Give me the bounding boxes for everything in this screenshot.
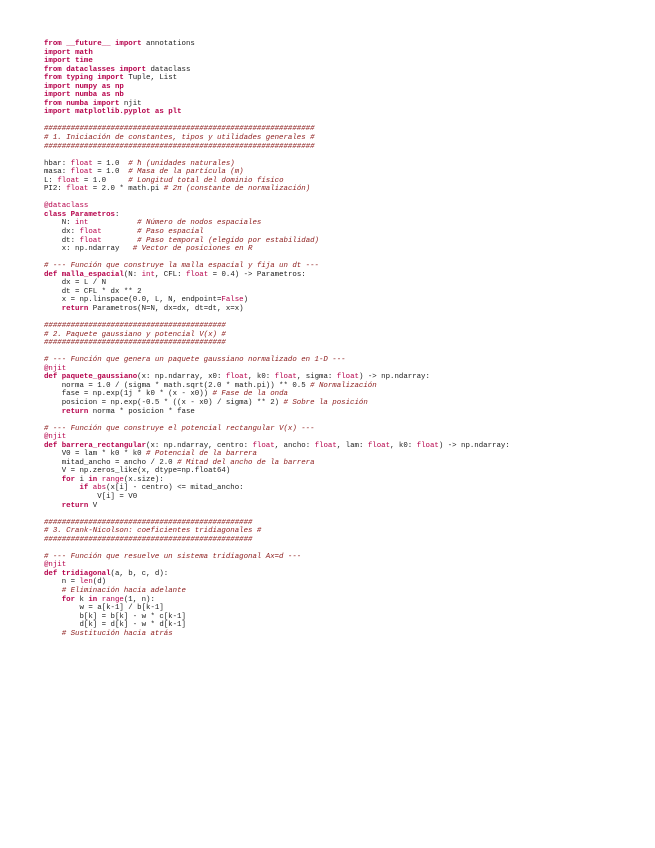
code-token: ######################################### <box>44 322 226 331</box>
code-token: , ancho: <box>274 441 315 450</box>
code-token: import <box>119 65 147 74</box>
code-line <box>44 305 510 314</box>
code-line <box>44 399 510 408</box>
code-token: posicion = np.exp(-0.5 * ((x - x0) / sigma) ** 2) <box>44 398 284 407</box>
code-token: float <box>367 441 391 450</box>
code-token: from <box>44 40 62 48</box>
code-token: # Vector de posiciones en R <box>132 245 253 254</box>
code-token: time <box>75 57 93 66</box>
code-token <box>102 237 137 245</box>
code-token: w = a[k-1] / b[k-1] <box>44 604 164 613</box>
code-token: float <box>79 228 102 237</box>
code-token: ) -> np.ndarray: <box>358 373 430 382</box>
code-token: ############################################################# <box>44 142 315 151</box>
code-line <box>44 502 510 511</box>
code-token: tridiagonal <box>61 569 111 578</box>
code-token: PI2: <box>44 185 67 194</box>
code-token: fase = np.exp(1j * k0 * (x - x0)) <box>44 390 213 399</box>
code-line <box>44 168 510 177</box>
code-token: (x[i] - centro) <= mitad_ancho: <box>106 484 244 493</box>
code-token: if <box>79 484 89 493</box>
code-line <box>44 237 510 246</box>
code-token: = 1.0 <box>92 168 129 177</box>
code-token: math <box>75 48 93 57</box>
code-token: range <box>101 475 124 484</box>
code-token: dt: <box>44 236 80 245</box>
code-token: as <box>101 91 111 100</box>
code-line <box>44 194 510 203</box>
code-token: float <box>252 441 275 450</box>
code-line <box>44 74 510 83</box>
code-line <box>44 365 510 374</box>
code-token: hbar: <box>44 159 71 168</box>
code-token: V = np.zeros_like(x, dtype=np.float64) <box>44 467 231 476</box>
code-token: from <box>44 74 62 83</box>
code-line <box>44 519 510 528</box>
code-token: import <box>44 108 71 117</box>
code-token: k <box>75 595 89 604</box>
code-line <box>44 40 510 49</box>
code-token: # Mitad del ancho de la barrera <box>177 458 315 467</box>
code-token: Parametros(N=N, dx=dx, dt=dt, x=x) <box>88 304 244 313</box>
code-line <box>44 536 510 545</box>
code-token: = 1.0 <box>79 176 129 185</box>
code-token: (N: <box>123 270 142 279</box>
code-token: # Eliminación hacia adelante <box>61 587 186 595</box>
code-token: : <box>114 210 120 219</box>
code-line <box>44 314 510 323</box>
code-token: ############################################### <box>44 518 253 527</box>
code-line <box>44 510 510 519</box>
code-token: return <box>61 304 89 313</box>
code-token: int <box>141 270 155 279</box>
code-token: return <box>61 501 89 510</box>
code-token: norma * posicion * fase <box>88 407 195 416</box>
code-token: , CFL: <box>154 270 186 279</box>
code-token: for <box>61 595 76 604</box>
code-token: len <box>79 578 93 587</box>
code-line <box>44 219 510 228</box>
code-line <box>44 613 510 622</box>
code-token: i <box>75 475 89 484</box>
code-listing <box>44 40 510 638</box>
code-token: barrera_rectangular <box>61 441 147 450</box>
code-token: (d) <box>92 578 107 587</box>
code-token: dt = CFL * dx ** 2 <box>44 287 142 296</box>
code-token: # 2π (constante de normalización) <box>163 185 311 194</box>
code-line <box>44 382 510 391</box>
code-token: False <box>221 296 244 305</box>
code-token: # --- Función que construye el potencial rectangular V(x) --- <box>44 424 315 433</box>
code-token: , lam: <box>336 441 368 450</box>
code-line <box>44 630 510 639</box>
code-token: in <box>88 475 98 484</box>
code-token <box>44 484 79 492</box>
code-token: @njit <box>44 561 67 570</box>
code-token: = 0.4) -> Parametros: <box>208 270 306 279</box>
code-token: ############################################### <box>44 535 253 544</box>
code-token: # Número de nodos espaciales <box>137 219 262 228</box>
code-token: malla_espacial <box>61 270 124 279</box>
code-line <box>44 348 510 357</box>
code-token: mitad_ancho = ancho / 2.0 <box>44 458 178 467</box>
code-token: d[k] = d[k] - w * d[k-1] <box>44 621 186 630</box>
code-token: dx: <box>44 228 80 237</box>
code-token <box>44 587 62 595</box>
code-line <box>44 544 510 553</box>
code-line <box>44 596 510 605</box>
code-line <box>44 331 510 340</box>
code-line <box>44 100 510 109</box>
code-token: def <box>44 441 58 450</box>
code-line <box>44 416 510 425</box>
code-token: float <box>57 176 80 185</box>
code-line <box>44 604 510 613</box>
code-token: float <box>70 159 93 168</box>
code-line <box>44 442 510 451</box>
code-token: # Longitud total del dominio físico <box>128 176 284 185</box>
code-line <box>44 57 510 66</box>
code-token: @njit <box>44 433 67 442</box>
code-token <box>44 476 62 484</box>
code-token: import <box>97 74 124 83</box>
code-token <box>102 228 137 236</box>
code-token: ) <box>243 296 249 305</box>
code-token: as <box>101 82 111 91</box>
code-token: float <box>66 185 89 194</box>
code-token: import <box>44 57 71 66</box>
code-token <box>44 408 62 416</box>
code-token: int <box>75 219 89 228</box>
code-token: # Sobre la posición <box>283 398 368 407</box>
code-token: numpy <box>75 82 98 91</box>
code-line <box>44 262 510 271</box>
code-token: # 3. Crank-Nicolson: coeficientes tridiagonales # <box>44 527 262 536</box>
code-token: (x: np.ndarray, centro: <box>146 441 253 450</box>
code-token: , k0: <box>390 441 417 450</box>
code-token: L: <box>44 176 58 185</box>
code-line <box>44 108 510 117</box>
code-line <box>44 356 510 365</box>
code-line <box>44 570 510 579</box>
code-token: dataclass <box>146 65 191 74</box>
code-line <box>44 254 510 263</box>
code-line <box>44 177 510 186</box>
code-line <box>44 578 510 587</box>
code-token: x: np.ndarray <box>44 245 133 254</box>
code-line <box>44 296 510 305</box>
code-token: Parametros <box>70 210 115 219</box>
code-line <box>44 553 510 562</box>
code-token: np <box>115 82 124 91</box>
code-line <box>44 408 510 417</box>
code-token: # Potencial de la barrera <box>146 450 257 459</box>
code-token: __future__ <box>66 40 111 48</box>
code-line <box>44 373 510 382</box>
code-token: return <box>61 407 89 416</box>
code-token: V0 = lam * k0 * k0 <box>44 450 147 459</box>
code-line <box>44 83 510 92</box>
code-token: = 1.0 <box>92 159 129 168</box>
code-token: # Normalización <box>310 381 377 390</box>
code-line <box>44 117 510 126</box>
code-token: # Paso temporal (elegido por estabilidad) <box>137 236 319 245</box>
code-token: import <box>44 48 71 57</box>
code-line <box>44 143 510 152</box>
code-token: # Fase de la onda <box>212 390 288 399</box>
code-token: # Paso espacial <box>137 228 204 237</box>
code-token <box>44 630 62 638</box>
code-token: annotations <box>141 40 195 48</box>
code-token: for <box>61 475 76 484</box>
code-token: float <box>336 373 359 382</box>
code-token: typing <box>66 74 93 83</box>
code-token <box>88 219 137 227</box>
code-line <box>44 433 510 442</box>
code-token: plt <box>168 108 182 117</box>
code-token: # 2. Paquete gaussiano y potencial V(x) # <box>44 330 226 339</box>
code-token: float <box>274 373 297 382</box>
code-token: V[i] = V0 <box>44 492 138 501</box>
code-token: abs <box>92 484 107 493</box>
code-token: def <box>44 270 58 279</box>
code-token: numba <box>66 99 89 108</box>
code-token: # --- Función que genera un paquete gaussiano normalizado en 1-D --- <box>44 356 346 365</box>
code-token <box>44 502 62 510</box>
code-line <box>44 202 510 211</box>
code-line <box>44 587 510 596</box>
code-token: float <box>416 441 439 450</box>
code-line <box>44 450 510 459</box>
code-line <box>44 339 510 348</box>
code-token: import <box>114 40 142 48</box>
code-token: # 1. Iniciación de constantes, tipos y utilidades generales # <box>44 134 315 143</box>
code-token: range <box>101 595 124 604</box>
code-token: as <box>154 108 164 117</box>
code-token: float <box>225 373 249 382</box>
code-token: def <box>44 569 58 578</box>
code-token: float <box>314 441 337 450</box>
code-token <box>44 596 62 604</box>
code-token: numba <box>75 91 98 100</box>
code-token: import <box>92 99 120 108</box>
code-token: float <box>185 270 209 279</box>
code-token: nb <box>115 91 124 100</box>
code-token: # --- Función que resuelve un sistema tridiagonal Ax=d --- <box>44 552 302 561</box>
code-token: @njit <box>44 364 67 373</box>
code-token: import <box>44 82 71 91</box>
code-line <box>44 621 510 630</box>
code-token: in <box>88 595 98 604</box>
code-token: = 2.0 * math.pi <box>88 185 164 194</box>
code-token: # --- Función que construye la malla espacial y fija un dt --- <box>44 262 319 271</box>
code-token: N: <box>44 219 76 228</box>
code-token: ) -> np.ndarray: <box>438 441 510 450</box>
code-token: from <box>44 65 62 74</box>
code-line <box>44 211 510 220</box>
code-line <box>44 467 510 476</box>
code-token: b[k] = b[k] - w * c[k-1] <box>44 612 186 621</box>
code-token: import <box>44 91 71 100</box>
code-line <box>44 484 510 493</box>
code-token: @dataclass <box>44 202 89 211</box>
code-line <box>44 160 510 169</box>
code-line <box>44 279 510 288</box>
code-token: float <box>79 236 102 245</box>
code-token: paquete_gaussiano <box>61 373 138 382</box>
code-line <box>44 151 510 160</box>
code-token: (a, b, c, d): <box>110 569 169 578</box>
code-token: def <box>44 373 58 382</box>
code-line <box>44 271 510 280</box>
code-token: dataclasses <box>66 65 115 74</box>
code-token: from <box>44 99 62 108</box>
code-line <box>44 322 510 331</box>
code-line <box>44 228 510 237</box>
code-token: masa: <box>44 168 71 177</box>
code-token: # Sustitución hacia atrás <box>61 629 173 638</box>
code-token: class <box>44 210 67 219</box>
code-token: ############################################################# <box>44 125 315 134</box>
code-line <box>44 49 510 58</box>
code-line <box>44 91 510 100</box>
code-token: # ħ (unidades naturales) <box>128 159 235 168</box>
code-line <box>44 459 510 468</box>
code-token: V <box>88 501 98 510</box>
code-token: # Masa de la partícula (m) <box>128 168 244 177</box>
code-token: (x.size): <box>123 475 164 484</box>
code-line <box>44 561 510 570</box>
code-token: ######################################### <box>44 339 226 348</box>
code-line <box>44 390 510 399</box>
code-token: matplotlib.pyplot <box>75 108 151 117</box>
code-token: Tuple, List <box>123 74 178 83</box>
code-line <box>44 125 510 134</box>
code-token: norma = 1.0 / (sigma * math.sqrt(2.0 * math.pi)) ** 0.5 <box>44 381 311 390</box>
code-line <box>44 185 510 194</box>
code-line <box>44 476 510 485</box>
code-line <box>44 66 510 75</box>
code-token: x = np.linspace(0.0, L, N, endpoint= <box>44 296 222 305</box>
code-token: (1, n): <box>123 595 155 604</box>
code-line <box>44 527 510 536</box>
code-token: , k0: <box>248 373 275 382</box>
code-token: dx = L / N <box>44 279 107 288</box>
code-line <box>44 245 510 254</box>
code-token: (x: np.ndarray, x0: <box>137 373 226 382</box>
code-token: n = <box>44 578 80 587</box>
code-line <box>44 493 510 502</box>
code-token: , sigma: <box>296 373 337 382</box>
code-token: float <box>70 168 93 177</box>
code-token: njit <box>119 99 142 108</box>
code-line <box>44 425 510 434</box>
code-line <box>44 134 510 143</box>
code-token <box>44 305 62 313</box>
code-line <box>44 288 510 297</box>
